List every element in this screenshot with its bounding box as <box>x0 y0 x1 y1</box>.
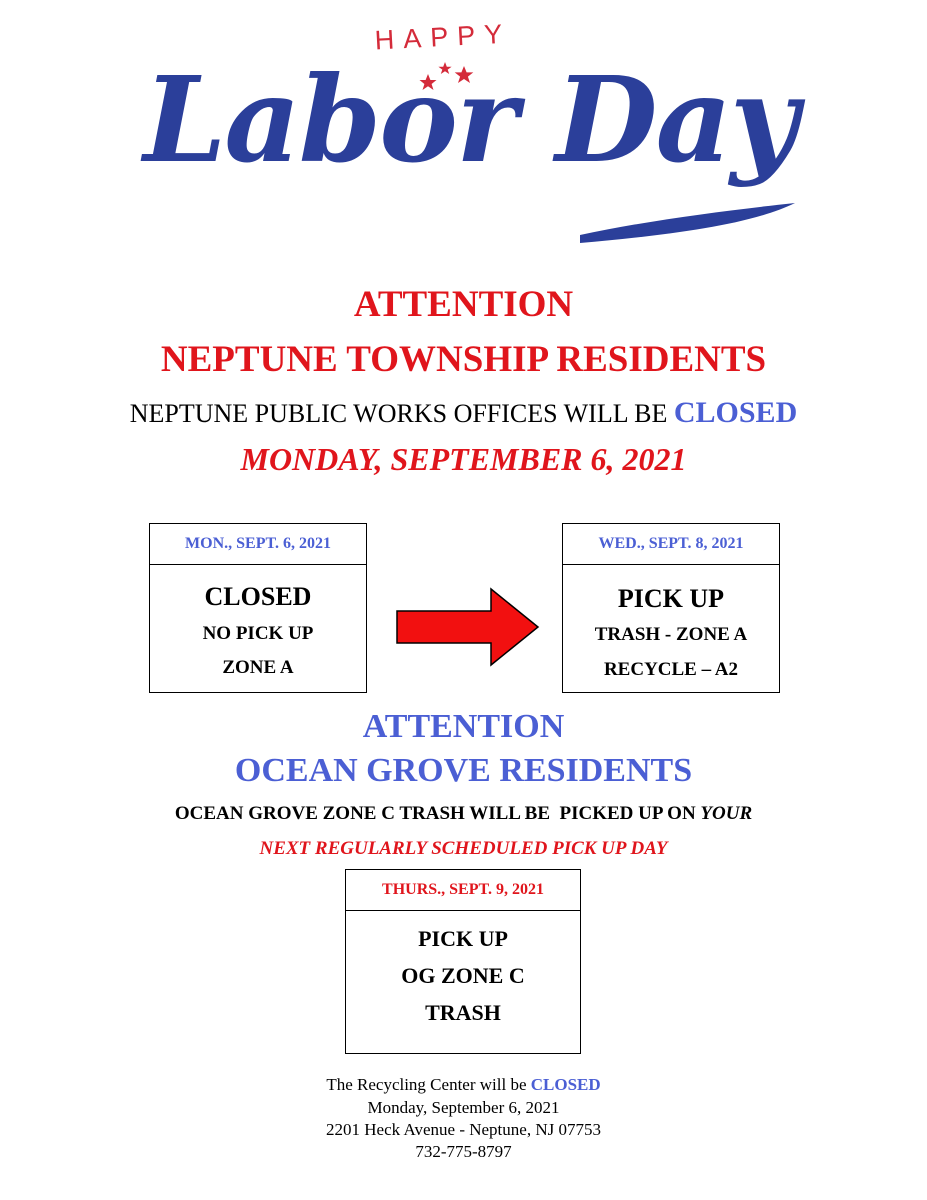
closed-day-line2: NO PICK UP <box>202 623 314 644</box>
pickup-day-date: WED., SEPT. 8, 2021 <box>563 524 779 565</box>
offices-closed-prefix: NEPTUNE PUBLIC WORKS OFFICES WILL BE <box>129 399 668 428</box>
ocean-grove-notice-prefix: OCEAN GROVE ZONE C TRASH WILL BE PICKED UP ON <box>174 803 696 824</box>
pickup-day-box <box>562 523 780 693</box>
pickup-day-line2: TRASH - ZONE A <box>594 624 748 645</box>
ocean-grove-pickup-line3: TRASH <box>425 1000 501 1025</box>
closed-day-box <box>149 523 367 693</box>
ocean-grove-pickup-date: THURS., SEPT. 9, 2021 <box>346 870 580 911</box>
logo-swoosh <box>150 195 800 265</box>
closed-date-heading: MONDAY, SEPTEMBER 6, 2021 <box>240 441 687 477</box>
ocean-grove-notice-line1 <box>0 803 927 825</box>
pickup-day-line3: RECYCLE – A2 <box>603 659 739 680</box>
pickup-day-line1: PICK UP <box>617 584 725 613</box>
recycling-phone: 732-775-8797 <box>415 1142 512 1161</box>
ocean-grove-pickup-line1: PICK UP <box>418 926 508 951</box>
offices-closed-line <box>0 396 927 430</box>
attention-heading: ATTENTION <box>353 284 574 325</box>
offices-closed-status: CLOSED <box>673 396 798 429</box>
ocean-grove-pickup-line2: OG ZONE C <box>401 963 525 988</box>
recycling-closed-line <box>0 1075 927 1095</box>
ocean-grove-notice-line2: NEXT REGULARLY SCHEDULED PICK UP DAY <box>259 838 668 859</box>
logo-labor-day-text: Labor Day <box>143 50 797 189</box>
ocean-grove-attention-heading: ATTENTION <box>362 708 565 745</box>
ocean-grove-pickup-box <box>345 869 581 1054</box>
right-arrow-icon <box>395 587 540 667</box>
recycling-closed-status: CLOSED <box>530 1075 601 1094</box>
closed-day-line3: ZONE A <box>222 657 294 678</box>
ocean-grove-notice-emphasis: YOUR <box>700 803 753 824</box>
neptune-residents-heading: NEPTUNE TOWNSHIP RESIDENTS <box>160 339 767 380</box>
closed-day-date: MON., SEPT. 6, 2021 <box>150 524 366 565</box>
recycling-closed-date: Monday, September 6, 2021 <box>367 1098 560 1117</box>
recycling-closed-prefix: The Recycling Center will be <box>326 1075 527 1094</box>
logo-happy-text: HAPPY <box>374 18 512 56</box>
recycling-address: 2201 Heck Avenue - Neptune, NJ 07753 <box>326 1120 601 1139</box>
ocean-grove-residents-heading: OCEAN GROVE RESIDENTS <box>234 752 693 789</box>
closed-day-line1: CLOSED <box>204 582 312 611</box>
